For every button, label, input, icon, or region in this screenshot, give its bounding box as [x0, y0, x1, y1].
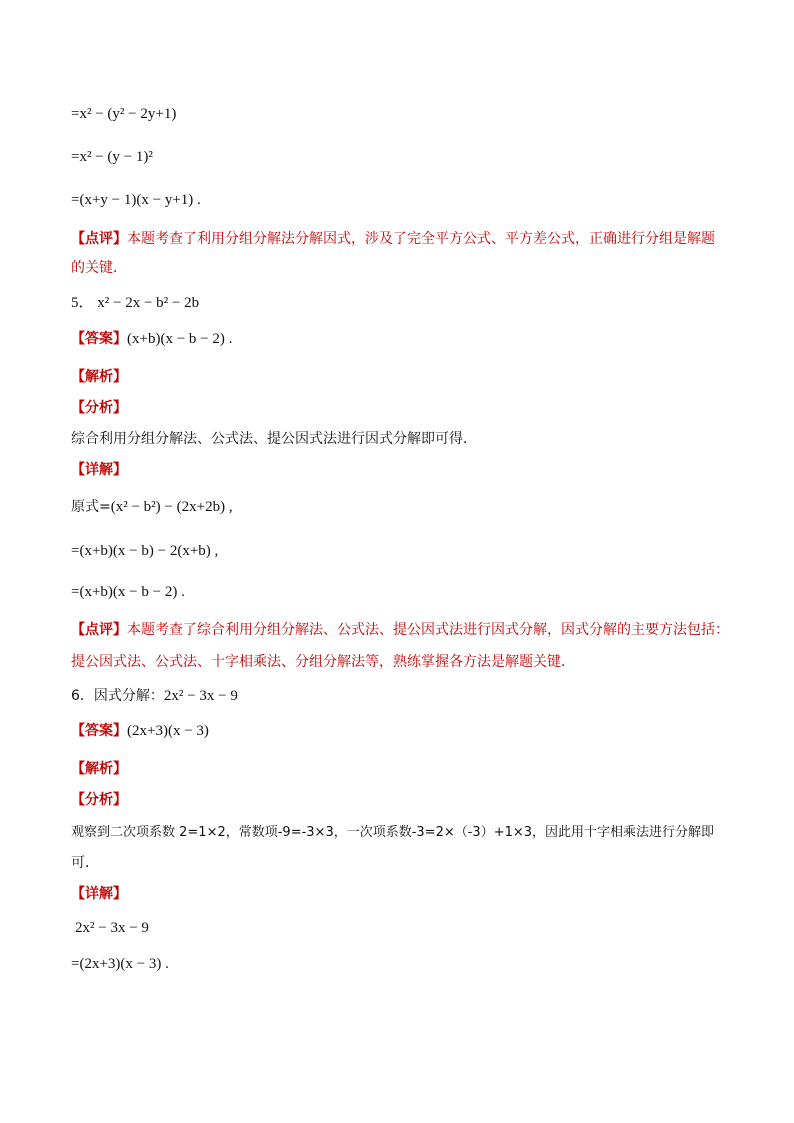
answer-6	[71, 721, 209, 741]
xiangjie-heading-5: 【详解】	[71, 462, 127, 478]
comment-text: 本题考查了综合利用分组分解法、公式法、提公因式法进行因式分解，因式分解的主要方法包括：	[127, 622, 729, 638]
fenxi-text-6-cont: 可．	[71, 855, 99, 871]
comment-2-cont: 提公因式法、公式法、十字相乘法、分组分解法等，熟练掌握各方法是解题关键．	[71, 654, 575, 670]
answer-tag: 【答案】	[71, 331, 127, 347]
question-6	[71, 686, 238, 706]
question-label: 6．因式分解：	[71, 688, 164, 704]
answer-5	[71, 329, 232, 349]
solution-6-line-1: 2x² − 3x − 9	[75, 920, 149, 936]
comment-text: 本题考查了利用分组分解法分解因式，涉及了完全平方公式、平方差公式，正确进行分组是解题	[127, 231, 715, 247]
solution-6-line-2: =(2x+3)(x − 3) .	[71, 956, 169, 972]
question-5: 5． x² − 2x − b² − 2b	[71, 295, 200, 311]
comment-1-cont: 的关键．	[71, 260, 127, 276]
step-line-2: =x² − (y − 1)²	[71, 149, 153, 165]
solution-5-line-2: =(x+b)(x − b) − 2(x+b) ,	[71, 543, 219, 559]
jiexi-heading-5: 【解析】	[71, 369, 127, 385]
answer-value: (2x+3)(x − 3)	[127, 723, 209, 739]
xiangjie-heading-6: 【详解】	[71, 886, 127, 902]
solution-label: 原式=	[71, 499, 111, 515]
solution-5-line-3: =(x+b)(x − b − 2) .	[71, 584, 185, 600]
fenxi-text-6: 观察到二次项系数 2=1×2，常数项-9=-3×3，一次项系数-3=2×（-3）+1×3，因此用十字相乘法进行分解即	[71, 825, 715, 840]
comment-1	[71, 229, 715, 249]
answer-value: (x+b)(x − b − 2) .	[127, 331, 233, 347]
comment-tag: 【点评】	[71, 231, 127, 247]
solution-expr: (x² − b²) − (2x+2b) ,	[110, 499, 233, 515]
fenxi-heading-5: 【分析】	[71, 400, 127, 416]
step-line-1: =x² − (y² − 2y+1)	[71, 106, 177, 122]
answer-tag: 【答案】	[71, 723, 127, 739]
step-line-3: =(x+y − 1)(x − y+1) .	[71, 192, 201, 208]
solution-5-line-1	[71, 497, 233, 517]
fenxi-text-5: 综合利用分组分解法、公式法、提公因式法进行因式分解即可得．	[71, 431, 477, 447]
comment-tag: 【点评】	[71, 622, 127, 638]
comment-2	[71, 620, 729, 640]
question-expr: 2x² − 3x − 9	[163, 688, 238, 704]
jiexi-heading-6: 【解析】	[71, 761, 127, 777]
fenxi-heading-6: 【分析】	[71, 792, 127, 808]
